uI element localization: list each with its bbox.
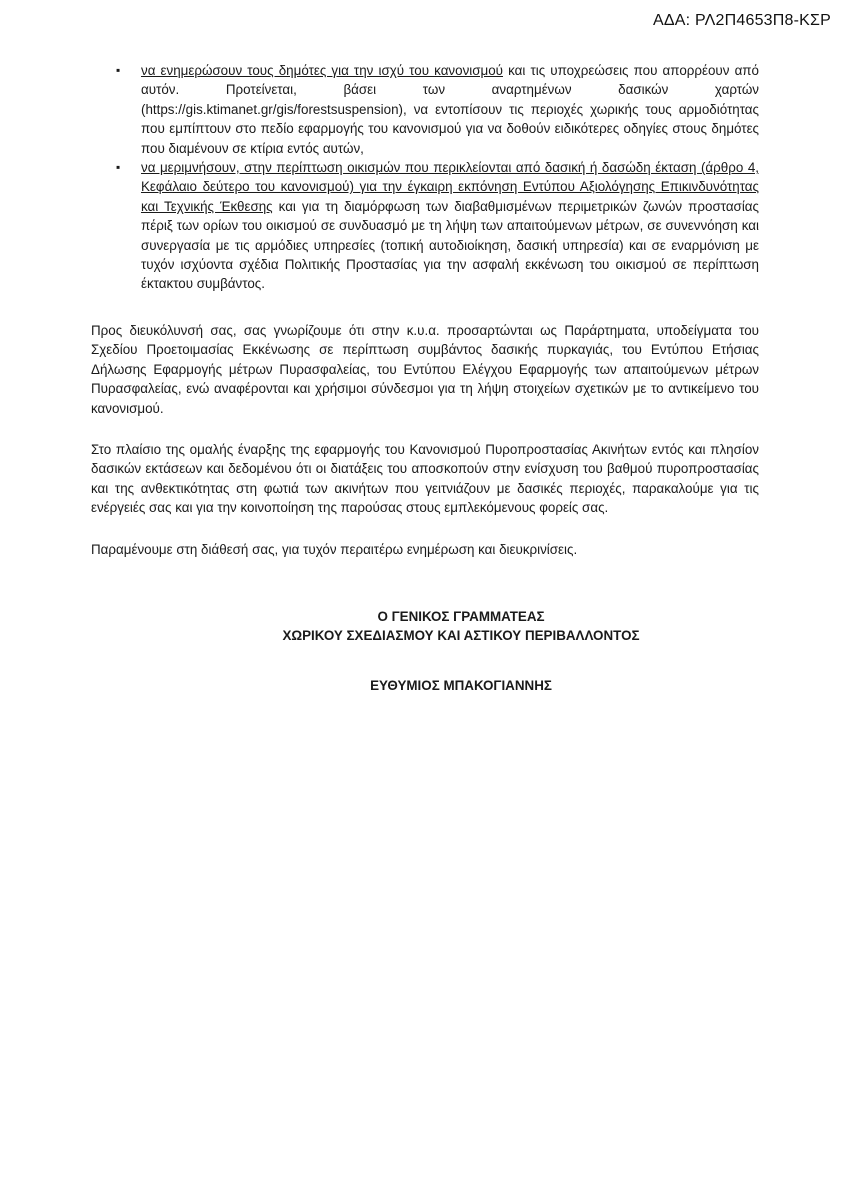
list-item xyxy=(91,158,759,294)
underlined-text: να μεριμνήσουν, στην περίπτωση οικισμών που περικλείονται από δασική ή δασώδη έκταση (άρθρο 4, Κεφάλαιο δεύτερο του κανονισμού) για την έγκαιρη εκπόνηση Εντύπου Αξιολόγησης Επικινδυνότητας και Τεχνικής Έκθεσης xyxy=(141,160,759,214)
square-bullet-icon xyxy=(116,61,120,81)
document-body xyxy=(91,61,759,695)
bullet-list xyxy=(91,61,759,294)
item-text: και τις υποχρεώσεις που απορρέουν από αυτόν. Προτείνεται, βάσει των αναρτημένων δασικών χαρτών (https://gis.ktimanet.gr/gis/forestsuspension), να εντοπίσουν τις περιοχές χωρικής τους αρμοδιότητας που εμπίπτουν στο πεδίο εφαρμογής του κανονισμού για να δοθούν ειδικότερες οδηγίες στους δημότες που διαμένουν σε κτίρια εντός αυτών, xyxy=(141,63,759,156)
underlined-text: να ενημερώσουν τους δημότες για την ισχύ του κανονισμού xyxy=(141,63,503,78)
item-text: και για τη διαμόρφωση των διαβαθμισμένων περιμετρικών ζωνών προστασίας πέριξ των ορίων του οικισμού σε συνδυασμό με τη λήψη των απαιτούμενων μέτρων, σε συνεννόηση και συνεργασία με τις αρμόδιες υπηρεσίες (τοπική αυτοδιοίκηση, δασική υπηρεσία) και σε εναρμόνιση με τυχόν ισχύοντα σχέδια Πολιτικής Προστασίας για την ασφαλή εκκένωση του οικισμού σε περίπτωση έκτακτου συμβάντος. xyxy=(141,198,759,292)
paragraph-closing: Παραμένουμε στη διάθεσή σας, για τυχόν περαιτέρω ενημέρωση και διευκρινίσεις. xyxy=(91,541,578,557)
paragraph-annexes: Προς διευκόλυνσή σας, σας γνωρίζουμε ότι στην κ.υ.α. προσαρτώνται ως Παράρτηματα, υποδείγματα του Σχεδίου Προετοιμασίας Εκκένωσης σε περίπτωση συμβάντος δασικής πυρκαγιάς, του Εντύπου Ετήσιας Δήλωσης Εφαρμογής μέτρων Πυρασφαλείας, του Εντύπου Ελέγχου Εφαρμογής των απαιτούμενων μέτρων Πυρασφαλείας, ενώ αναφέρονται και χρήσιμοι σύνδεσμοι για τη λήψη στοιχείων σχετικών με το αντικείμενο του κανονισμού. xyxy=(91,322,759,416)
ada-code: ΑΔΑ: ΡΛ2Π4653Π8-ΚΣΡ xyxy=(653,12,831,29)
signature-title-line1: Ο ΓΕΝΙΚΟΣ ΓΡΑΜΜΑΤΕΑΣ xyxy=(377,608,545,624)
square-bullet-icon xyxy=(116,158,120,178)
signatory-name: ΕΥΘΥΜΙΟΣ ΜΠΑΚΟΓΙΑΝΝΗΣ xyxy=(370,677,552,693)
list-item xyxy=(91,61,759,158)
signature-block xyxy=(91,607,759,695)
paragraph-request: Στο πλαίσιο της ομαλής έναρξης της εφαρμογής του Κανονισμού Πυροπροστασίας Ακινήτων εντός και πλησίον δασικών εκτάσεων και δεδομένου ότι οι διατάξεις του αποσκοπούν στην ενίσχυση του βαθμού πυροπροστασίας και της ανθεκτικότητας στη φωτιά των ακινήτων που γειτνιάζουν με δασικές περιοχές, παρακαλούμε για τις ενέργειές σας και για την κοινοποίηση της παρούσας στους εμπλεκόμενους φορείς σας. xyxy=(91,441,759,516)
signature-title-line2: ΧΩΡΙΚΟΥ ΣΧΕΔΙΑΣΜΟΥ ΚΑΙ ΑΣΤΙΚΟΥ ΠΕΡΙΒΑΛΛΟΝΤΟΣ xyxy=(282,628,640,644)
